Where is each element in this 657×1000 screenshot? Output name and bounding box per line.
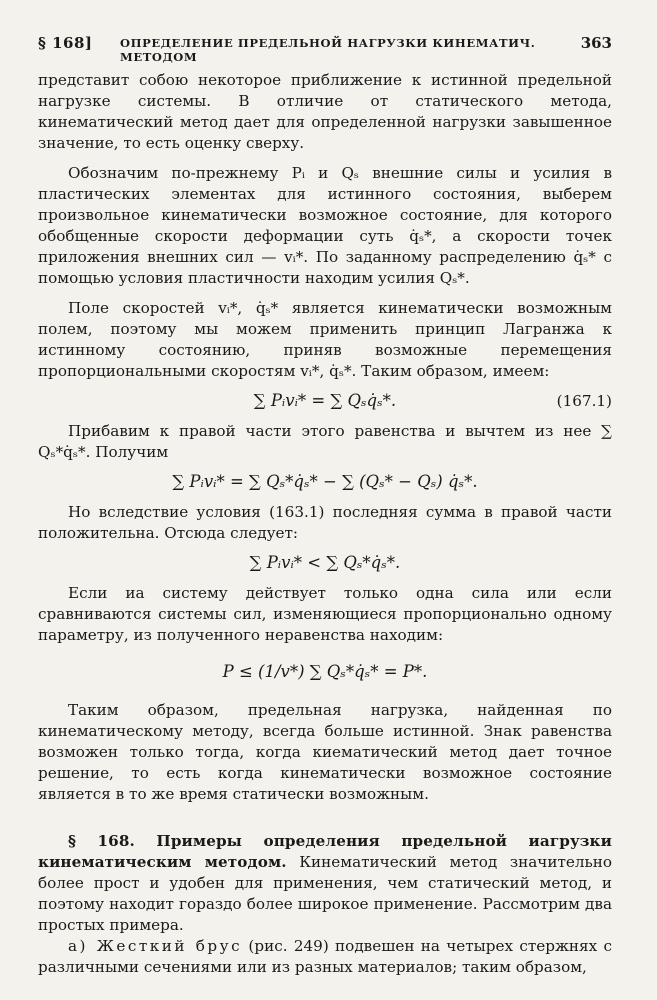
section-168 bbox=[38, 831, 612, 936]
equation-4: P ≤ (1/v*) ∑ Qₛ*q̇ₛ* = P*. bbox=[222, 662, 428, 681]
paragraph-8: Кинематический метод значительно более прост и удобен для применения, чем статический метод, и поэтому находит гораздо более широкое применение. Рассмотрим два простых примера. bbox=[38, 853, 613, 934]
paragraph-3: Поле скоростей vᵢ*, q̇ₛ* является кинематически возможным полем, поэтому мы можем применить принцип Лагранжа к истинному состоянию, приняв возможные перемещения пропорциональными скоростям vᵢ*, q̇ₛ*. Таким образом, имеем: bbox=[38, 299, 612, 380]
page-body bbox=[38, 70, 612, 978]
equation-4-block bbox=[38, 658, 612, 686]
paragraph-5: Но вследствие условия (163.1) последняя сумма в правой части положительна. Отсюда следует: bbox=[38, 503, 612, 542]
paragraph-7: Таким образом, предельная нагрузка, найденная по кинематическому методу, всегда больше истинной. Знак равенства возможен только тогда, когда киематический метод дает точное решение, то есть когда кинематически возможное состояние является в то же время статически возможным. bbox=[38, 701, 612, 803]
equation-167-1 bbox=[38, 387, 612, 415]
paragraph-4: Прибавим к правой части этого равенства и вычтем из нее ∑ Qₛ*q̇ₛ*. Получим bbox=[38, 422, 612, 461]
header-section: § 168] bbox=[38, 34, 93, 52]
page-number: 363 bbox=[580, 34, 612, 52]
equation-2: ∑ Pᵢvᵢ* = ∑ Qₛ*q̇ₛ* − ∑ (Qₛ* − Qₛ) q̇ₛ*. bbox=[172, 472, 478, 491]
header-title: ОПРЕДЕЛЕНИЕ ПРЕДЕЛЬНОЙ НАГРУЗКИ КИНЕМАТИЧ. МЕТОДОМ bbox=[120, 36, 536, 64]
section-title: § 168. Примеры определения предельной иагрузки кинематическим методом. bbox=[38, 832, 612, 871]
paragraph-1: представит собою некоторое приближение к истинной предельной нагрузке системы. В отличие от статического метода, кинематический метод дает для определенной нагрузки завышенное значение, то есть оценку сверху. bbox=[38, 71, 612, 152]
equation-number: (167.1) bbox=[556, 392, 612, 410]
paragraph-9-text: (рис. 249) подвешен на четырех стержнях с различными сечениями или из разных материалов; таким образом, bbox=[38, 937, 613, 976]
paragraph-2: Обозначим по-прежнему Pᵢ и Qₛ внешние силы и усилия в пластических элементах для истинного состояния, выберем произвольное кинематически возможное состояние, для которого обобщенные скорости деформации суть q̇ₛ*, а скорости точек приложения внешних сил — vᵢ*. По заданному распределению q̇ₛ* с помощью условия пластичности находим усилия Qₛ*. bbox=[38, 164, 612, 287]
running-header bbox=[38, 34, 612, 64]
paragraph-9-label: а) Жесткий брус bbox=[68, 937, 243, 955]
equation-2-block bbox=[38, 468, 612, 496]
paragraph-9 bbox=[38, 936, 612, 978]
equation-3: ∑ Pᵢvᵢ* < ∑ Qₛ*q̇ₛ*. bbox=[249, 553, 401, 572]
equation-1: ∑ Pᵢvᵢ* = ∑ Qₛq̇ₛ*. bbox=[253, 391, 397, 410]
paragraph-6: Если иа систему действует только одна сила или если сравниваются системы сил, изменяющиеся пропорционально одному параметру, из полученного неравенства находим: bbox=[38, 584, 612, 644]
equation-3-block bbox=[38, 549, 612, 577]
